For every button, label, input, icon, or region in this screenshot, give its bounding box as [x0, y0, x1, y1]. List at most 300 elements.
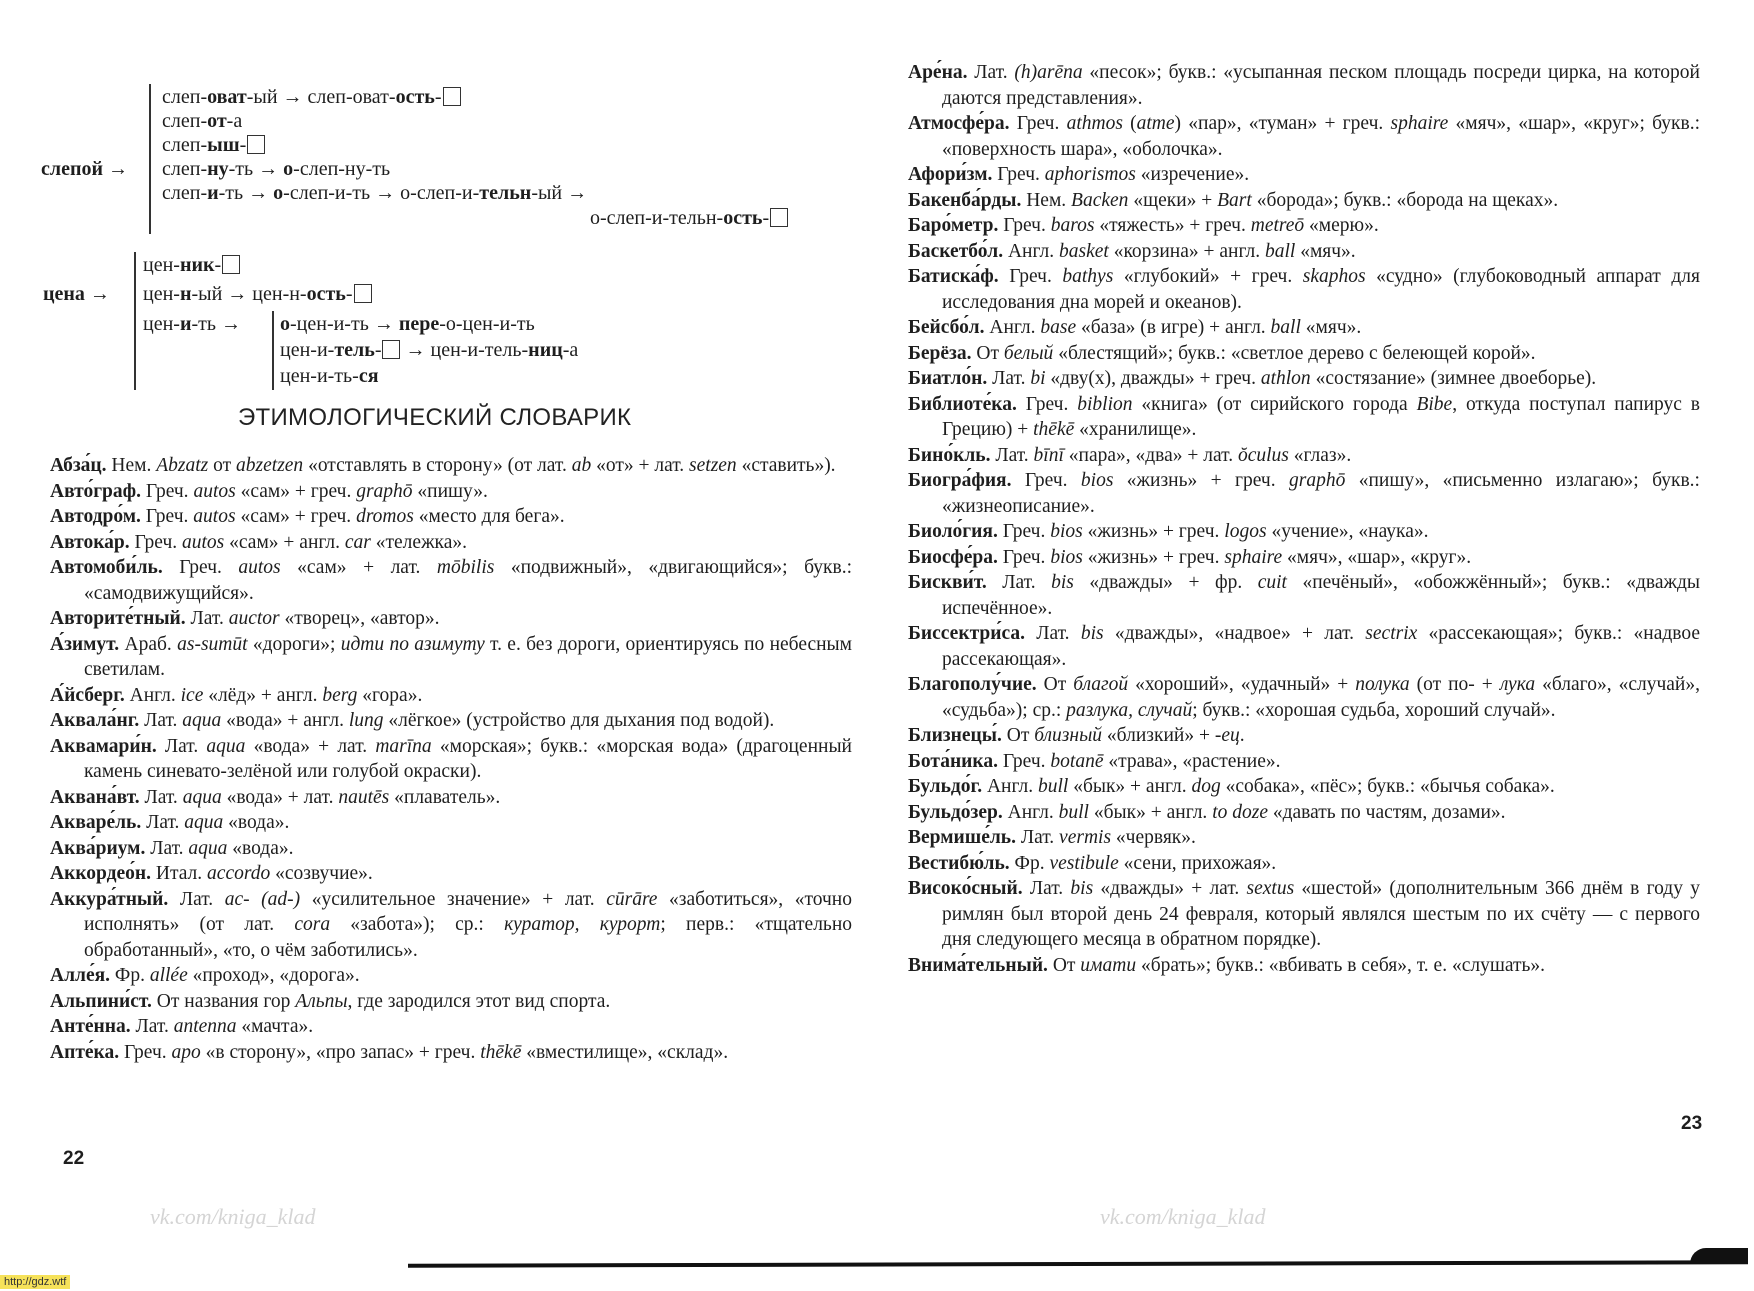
text: «дважды» + лат.	[1093, 878, 1247, 899]
text: «усилительное значение» + лат.	[300, 888, 607, 910]
text: «бык» + англ.	[1088, 801, 1213, 823]
dictionary-entry	[908, 60, 1700, 111]
text: Лат.	[1024, 623, 1081, 644]
italic-text: aphorismos	[1044, 164, 1136, 185]
text: «мяч».	[1295, 240, 1356, 262]
site-label[interactable]: http://gdz.wtf	[0, 1275, 70, 1289]
text: Лат.	[990, 444, 1034, 466]
italic-text: aqua	[188, 837, 228, 859]
diagram-row	[143, 313, 241, 335]
text: -	[239, 134, 247, 156]
italic-text: autos	[182, 531, 225, 553]
text: Англ.	[1003, 240, 1059, 262]
text: «глубокий» + греч.	[1113, 266, 1303, 287]
text: Греч.	[140, 506, 194, 527]
text: цен-	[143, 254, 180, 276]
bold-text: и	[179, 313, 192, 335]
diagram-subrow	[280, 365, 379, 387]
text: Англ.	[124, 684, 181, 706]
text: Греч.	[998, 266, 1063, 287]
text: Итал.	[151, 863, 208, 884]
bold-text: ость	[395, 86, 435, 108]
blank-box	[443, 87, 461, 106]
diagram-subrow	[280, 313, 535, 335]
italic-text: graphō	[1289, 470, 1346, 491]
text: «заботиться», «точно исполнять» (от лат.	[84, 888, 852, 935]
text: «трава», «растение».	[1103, 750, 1281, 772]
italic-text: bios	[1080, 470, 1114, 491]
text: «давать по частям, дозами».	[1267, 801, 1506, 823]
dictionary-entry	[50, 836, 852, 862]
italic-text: sectrix	[1365, 623, 1418, 644]
dictionary-column-right	[908, 60, 1700, 978]
text: «ставить»).	[736, 455, 836, 476]
dictionary-entry	[908, 825, 1700, 851]
italic-text: идти по азимуту	[340, 633, 485, 655]
dictionary-entry	[50, 530, 852, 556]
italic-text: aqua	[184, 812, 224, 833]
italic-text: имати	[1080, 954, 1137, 976]
text: Лат.	[986, 572, 1052, 593]
text: -а	[562, 339, 579, 361]
italic-text: marīna	[375, 735, 432, 757]
diagram-row	[162, 110, 242, 132]
italic-text: auctor	[228, 608, 280, 629]
bold-text: оват	[207, 86, 247, 108]
text: , откуда поступал папирус в Грецию) +	[942, 393, 1700, 440]
text: «мяч».	[1300, 317, 1362, 338]
dictionary-entry	[50, 963, 852, 989]
bold-text: ник	[179, 254, 215, 276]
text: → цен-и-тель-	[400, 339, 529, 361]
bold-text: Бульдо́зер.	[908, 801, 1003, 823]
italic-text: ab	[571, 455, 592, 476]
dictionary-entry	[50, 479, 852, 505]
italic-text: nautēs	[338, 786, 390, 808]
text: «сам» + англ.	[224, 531, 345, 553]
dictionary-entry	[908, 876, 1700, 953]
dictionary-entry	[50, 504, 852, 530]
italic-text: accordo	[207, 863, 271, 884]
text: Араб.	[119, 633, 178, 655]
text: -а	[226, 110, 243, 132]
bold-text: Аквала́нг.	[50, 710, 140, 731]
bold-text: Аквамари́н.	[50, 735, 157, 757]
italic-text: bis	[1070, 878, 1094, 899]
text: -слеп-ну-ть	[293, 158, 391, 180]
italic-text: Bibe	[1416, 393, 1453, 415]
text: «бык» + англ.	[1068, 776, 1192, 797]
text: «вода».	[227, 837, 294, 859]
italic-text: autos	[193, 480, 236, 502]
dictionary-entry	[50, 683, 852, 709]
bold-text: Биссектри́са.	[908, 623, 1025, 644]
text: «рассекающая»; букв.: «надвое рассекающая».	[942, 623, 1700, 670]
scan-edge-line	[408, 1260, 1748, 1268]
italic-text: autos	[193, 506, 236, 527]
italic-text: athlon	[1260, 368, 1311, 389]
dictionary-entry	[908, 774, 1700, 800]
dictionary-entry	[908, 851, 1700, 877]
bold-text: Внима́тельный.	[908, 954, 1048, 976]
dictionary-entry	[50, 632, 852, 683]
text: «тяжесть» + греч.	[1094, 215, 1251, 236]
bold-text: Благополу́чие.	[908, 674, 1037, 695]
text: «забота»); ср.:	[330, 914, 505, 935]
text: Греч.	[998, 215, 1051, 236]
text: Греч.	[129, 531, 183, 553]
bold-text: Близнецы́.	[908, 725, 1002, 746]
text: Нем.	[1021, 189, 1072, 211]
text: «щеки» +	[1128, 189, 1218, 211]
text: «изречение».	[1135, 164, 1250, 185]
bold-text: Апте́ка.	[50, 1041, 120, 1063]
text: От названия гор	[151, 990, 296, 1012]
bold-text: Автомоби́ль.	[50, 557, 163, 578]
text: Лат.	[141, 812, 185, 833]
text: Лат.	[987, 368, 1031, 389]
text: Лат.	[139, 710, 183, 731]
dictionary-entry	[908, 672, 1700, 723]
bold-text: Бакенба́рды.	[908, 189, 1022, 211]
dictionary-entry	[908, 800, 1700, 826]
text: ) «пар», «туман» + греч.	[1174, 113, 1391, 134]
italic-text: ac- (ad-)	[224, 888, 301, 910]
italic-text: allée	[149, 965, 188, 986]
italic-text: berg	[322, 684, 358, 706]
italic-text: bathys	[1062, 266, 1114, 287]
dictionary-entry	[908, 162, 1700, 188]
dictionary-entry	[908, 570, 1700, 621]
dictionary-entry	[908, 264, 1700, 315]
dictionary-entry	[908, 621, 1700, 672]
text: От	[971, 342, 1004, 364]
italic-text: car	[344, 531, 371, 553]
bold-text: ость	[306, 283, 346, 305]
bold-text: Баскетбо́л.	[908, 240, 1004, 262]
text: -ть →	[218, 182, 274, 204]
italic-text: ŏculus	[1237, 444, 1289, 466]
text: От	[1001, 725, 1035, 746]
dictionary-entry	[908, 188, 1700, 214]
text: слеп-	[162, 86, 208, 108]
bold-text: о	[273, 182, 284, 204]
text: Греч.	[992, 164, 1045, 185]
text: «созвучие».	[270, 863, 373, 884]
text: Лат.	[156, 735, 207, 757]
italic-text: athmos	[1066, 113, 1123, 134]
dictionary-entry	[908, 519, 1700, 545]
text: «от» + лат.	[591, 455, 690, 476]
bold-text: Бискви́т.	[908, 572, 987, 593]
diagram-root-tsena: цена →	[43, 283, 110, 305]
text: «борода»; букв.: «борода на щеках».	[1251, 189, 1559, 211]
text: -	[762, 207, 770, 229]
dictionary-column-left	[50, 453, 852, 1065]
bold-text: Вермише́ль.	[908, 827, 1016, 848]
italic-text: Bart	[1217, 189, 1252, 211]
text: «вместилище», «склад».	[521, 1041, 729, 1063]
italic-text: baros	[1050, 215, 1095, 236]
dictionary-entry	[908, 366, 1700, 392]
dictionary-entry	[908, 545, 1700, 571]
text: «корзина» + англ.	[1108, 240, 1265, 262]
text: Лат.	[139, 786, 183, 808]
text: -	[214, 254, 222, 276]
italic-text: to doze	[1212, 801, 1268, 823]
text: «состязание» (зимнее двоеборье).	[1310, 368, 1597, 389]
italic-text: aqua	[206, 735, 246, 757]
italic-text: bi	[1030, 368, 1046, 389]
text: от	[208, 455, 237, 476]
text: «вода» + лат.	[245, 735, 376, 757]
diagram-bracket	[149, 84, 151, 234]
bold-text: н	[179, 283, 192, 305]
diagram-row	[162, 158, 390, 180]
bold-text: Авто́граф.	[50, 480, 142, 502]
text: Греч.	[1009, 113, 1067, 134]
text: Греч.	[162, 557, 239, 578]
text: -о-цен-и-ть	[439, 313, 535, 335]
text: цен-	[143, 283, 180, 305]
text: цен-и-	[280, 339, 335, 361]
text: Англ.	[984, 317, 1041, 338]
italic-text: as-sumūt	[177, 633, 248, 655]
watermark: vk.com/kniga_klad	[1100, 1204, 1266, 1229]
italic-text: Альпы	[295, 990, 348, 1012]
text: «хранилище».	[1074, 419, 1197, 440]
bold-text: Алле́я.	[50, 965, 111, 986]
section-title: ЭТИМОЛОГИЧЕСКИЙ СЛОВАРИК	[238, 404, 632, 431]
page-number-left: 22	[63, 1148, 85, 1169]
text: Нем.	[106, 455, 157, 476]
text: «мерю».	[1304, 215, 1379, 236]
italic-text: bis	[1051, 572, 1074, 593]
italic-text: cora	[294, 914, 331, 935]
text: , где зародился этот вид спорта.	[347, 990, 611, 1012]
diagram-root-slepoy: слепой →	[41, 158, 129, 180]
text: «в сторону», «про запас» + греч.	[200, 1041, 481, 1063]
text: -ый → слеп-оват-	[246, 86, 396, 108]
italic-text: logos	[1224, 521, 1267, 542]
italic-text: близный	[1034, 725, 1103, 746]
italic-text: разлука, случай	[1066, 699, 1193, 721]
bold-text: Аккордео́н.	[50, 863, 152, 884]
italic-text: dog	[1191, 776, 1221, 797]
dictionary-entry	[50, 734, 852, 785]
bold-text: Библиоте́ка.	[908, 393, 1017, 415]
bold-text: Берёза.	[908, 342, 972, 364]
diagram-row	[162, 86, 461, 108]
diagram-row	[162, 182, 587, 204]
text: «пишу».	[412, 480, 488, 502]
text: Фр.	[110, 965, 150, 986]
bold-text: о	[283, 158, 294, 180]
text: «книга» (от сирийского города	[1132, 393, 1417, 415]
text: «шестой» (дополнительным 366 днём в году у римлян был второй день 24 февраля, который являлся шестым по их счёту — с первого дня следующего месяца в обратном порядке).	[942, 878, 1700, 950]
italic-text: -ец	[1214, 725, 1240, 746]
text: Греч.	[998, 750, 1051, 772]
text: Лат.	[185, 608, 229, 629]
diagram-row	[590, 207, 788, 229]
diagram-bracket	[134, 252, 136, 390]
text: ; букв.: «хорошая судьба, хороший случай».	[1192, 699, 1556, 721]
text: От	[1047, 954, 1081, 976]
bold-text: ся	[358, 365, 379, 387]
text: т. е. без дороги, ориентируясь по небесным светилам.	[84, 633, 853, 680]
italic-text: sphaire	[1390, 113, 1449, 134]
text: «дороги»;	[247, 633, 341, 655]
italic-text: ice	[180, 684, 204, 706]
text: «близкий» +	[1102, 725, 1215, 746]
italic-text: Backen	[1071, 189, 1129, 211]
text: «место для бега».	[413, 506, 565, 527]
italic-text: thēkē	[480, 1041, 522, 1063]
text: «учение», «наука».	[1266, 521, 1429, 542]
italic-text: metreō	[1250, 215, 1305, 236]
text: «глаз».	[1288, 444, 1352, 466]
text: Греч.	[1011, 470, 1081, 491]
text: Англ.	[1002, 801, 1059, 823]
blank-box	[770, 208, 788, 227]
text: «брать»; букв.: «вбивать в себя», т. е. «слушать».	[1136, 954, 1546, 976]
text: -	[374, 339, 382, 361]
text: -	[434, 86, 442, 108]
text: «червяк».	[1111, 827, 1196, 848]
italic-text: dromos	[356, 506, 414, 527]
italic-text: bios	[1050, 521, 1083, 542]
dictionary-entry	[50, 887, 852, 964]
bold-text: ниц	[528, 339, 563, 361]
diagram-row	[143, 283, 372, 305]
text: «жизнь» + греч.	[1113, 470, 1289, 491]
text: ; перв.: «тщательно обработанный», «то, о чём заботились».	[84, 914, 853, 961]
text: «благо», «случай», «судьба»); ср.:	[942, 674, 1700, 721]
text: «проход», «дорога».	[187, 965, 360, 986]
diagram-row	[162, 134, 265, 156]
bold-text: А́зимут.	[50, 633, 120, 655]
bold-text: Авторите́тный.	[50, 608, 186, 629]
bold-text: Бота́ника.	[908, 750, 998, 772]
text: «печёный», «обожжённый»; букв.: «дважды испечённое».	[942, 572, 1700, 619]
text: слеп-	[162, 182, 208, 204]
text: «сени, прихожая».	[1118, 852, 1277, 874]
italic-text: полука	[1355, 674, 1410, 695]
bold-text: Биосфе́ра.	[908, 546, 998, 568]
page-number-right: 23	[1681, 1113, 1703, 1134]
text: «плаватель».	[389, 786, 501, 808]
text: Англ.	[982, 776, 1038, 797]
dictionary-entry	[908, 392, 1700, 443]
italic-text: vestibule	[1049, 852, 1119, 874]
bold-text: тельн	[479, 182, 532, 204]
text: «гора».	[357, 684, 423, 706]
italic-text: abzetzen	[236, 455, 304, 476]
text: -цен-и-ть →	[290, 313, 399, 335]
watermark: vk.com/kniga_klad	[150, 1204, 316, 1229]
bold-text: Високо́сный.	[908, 878, 1023, 899]
italic-text: bīnī	[1033, 444, 1064, 466]
text: цен-и-ть-	[280, 365, 359, 387]
text: «сам» + лат.	[280, 557, 437, 578]
italic-text: ball	[1264, 240, 1296, 262]
bold-text: Автока́р.	[50, 531, 130, 553]
text: «тележка».	[370, 531, 467, 553]
italic-text: apo	[171, 1041, 201, 1063]
text: Греч.	[119, 1041, 172, 1063]
italic-text: bis	[1080, 623, 1104, 644]
text: цен-	[143, 313, 180, 335]
dictionary-entry	[50, 861, 852, 887]
bold-text: Автодро́м.	[50, 506, 141, 527]
bold-text: Альпини́ст.	[50, 990, 152, 1012]
text: (	[1122, 113, 1137, 134]
italic-text: lung	[348, 710, 384, 731]
text: «дважды» + фр.	[1073, 572, 1258, 593]
text: «мачта».	[236, 1016, 314, 1037]
bold-text: Биатло́н.	[908, 368, 988, 389]
text: «жизнь» + греч.	[1082, 521, 1225, 542]
italic-text: graphō	[356, 480, 413, 502]
text: От	[1036, 674, 1074, 695]
text: -ый →	[531, 182, 588, 204]
dictionary-entry	[908, 239, 1700, 265]
text: «дву(х), дважды» + греч.	[1045, 368, 1261, 389]
text: слеп-	[162, 110, 208, 132]
diagram-sub-bracket	[272, 311, 274, 390]
bold-text: Аре́на.	[908, 62, 968, 83]
text: «мяч», «шар», «круг».	[1282, 546, 1472, 568]
text: «сам» + греч.	[235, 506, 357, 527]
text: -ый → цен-н-	[191, 283, 307, 305]
bold-text: Атмосфе́ра.	[908, 113, 1010, 134]
text: «морская»; букв.: «морская вода» (драгоценный камень синевато-зелёной или голубой окраски).	[84, 735, 852, 782]
dictionary-entry	[908, 315, 1700, 341]
bold-text: ну	[207, 158, 229, 180]
italic-text: basket	[1058, 240, 1109, 262]
bold-text: ыш	[207, 134, 240, 156]
italic-text: благой	[1073, 674, 1129, 695]
bold-text: и	[207, 182, 219, 204]
text: Лат.	[1022, 878, 1071, 899]
dictionary-entry	[908, 341, 1700, 367]
dictionary-entry	[50, 708, 852, 734]
blank-box	[222, 255, 240, 274]
dictionary-entry	[908, 111, 1700, 162]
bold-text: Анте́нна.	[50, 1016, 131, 1037]
italic-text: antenna	[173, 1016, 237, 1037]
text: «хороший», «удачный» +	[1128, 674, 1356, 695]
italic-text: setzen	[689, 455, 737, 476]
bold-text: Акваре́ль.	[50, 812, 142, 833]
text: «пара», «два» + лат.	[1063, 444, 1238, 466]
italic-text: base	[1040, 317, 1077, 338]
blank-box	[382, 340, 400, 359]
italic-text: atme	[1136, 113, 1175, 134]
dictionary-entry	[50, 1040, 852, 1066]
dictionary-entry	[908, 723, 1700, 749]
blank-box	[247, 135, 265, 154]
bold-text: Бейсбо́л.	[908, 317, 985, 338]
text: Лат.	[1015, 827, 1060, 848]
text: «пишу», «письменно излагаю»; букв.: «жизнеописание».	[942, 470, 1700, 517]
italic-text: aqua	[182, 710, 222, 731]
italic-text: mōbilis	[436, 557, 495, 578]
italic-text: sextus	[1246, 878, 1295, 899]
text: Фр.	[1009, 852, 1050, 874]
text: «вода» + лат.	[221, 786, 339, 808]
bold-text: Бино́кль.	[908, 444, 991, 466]
